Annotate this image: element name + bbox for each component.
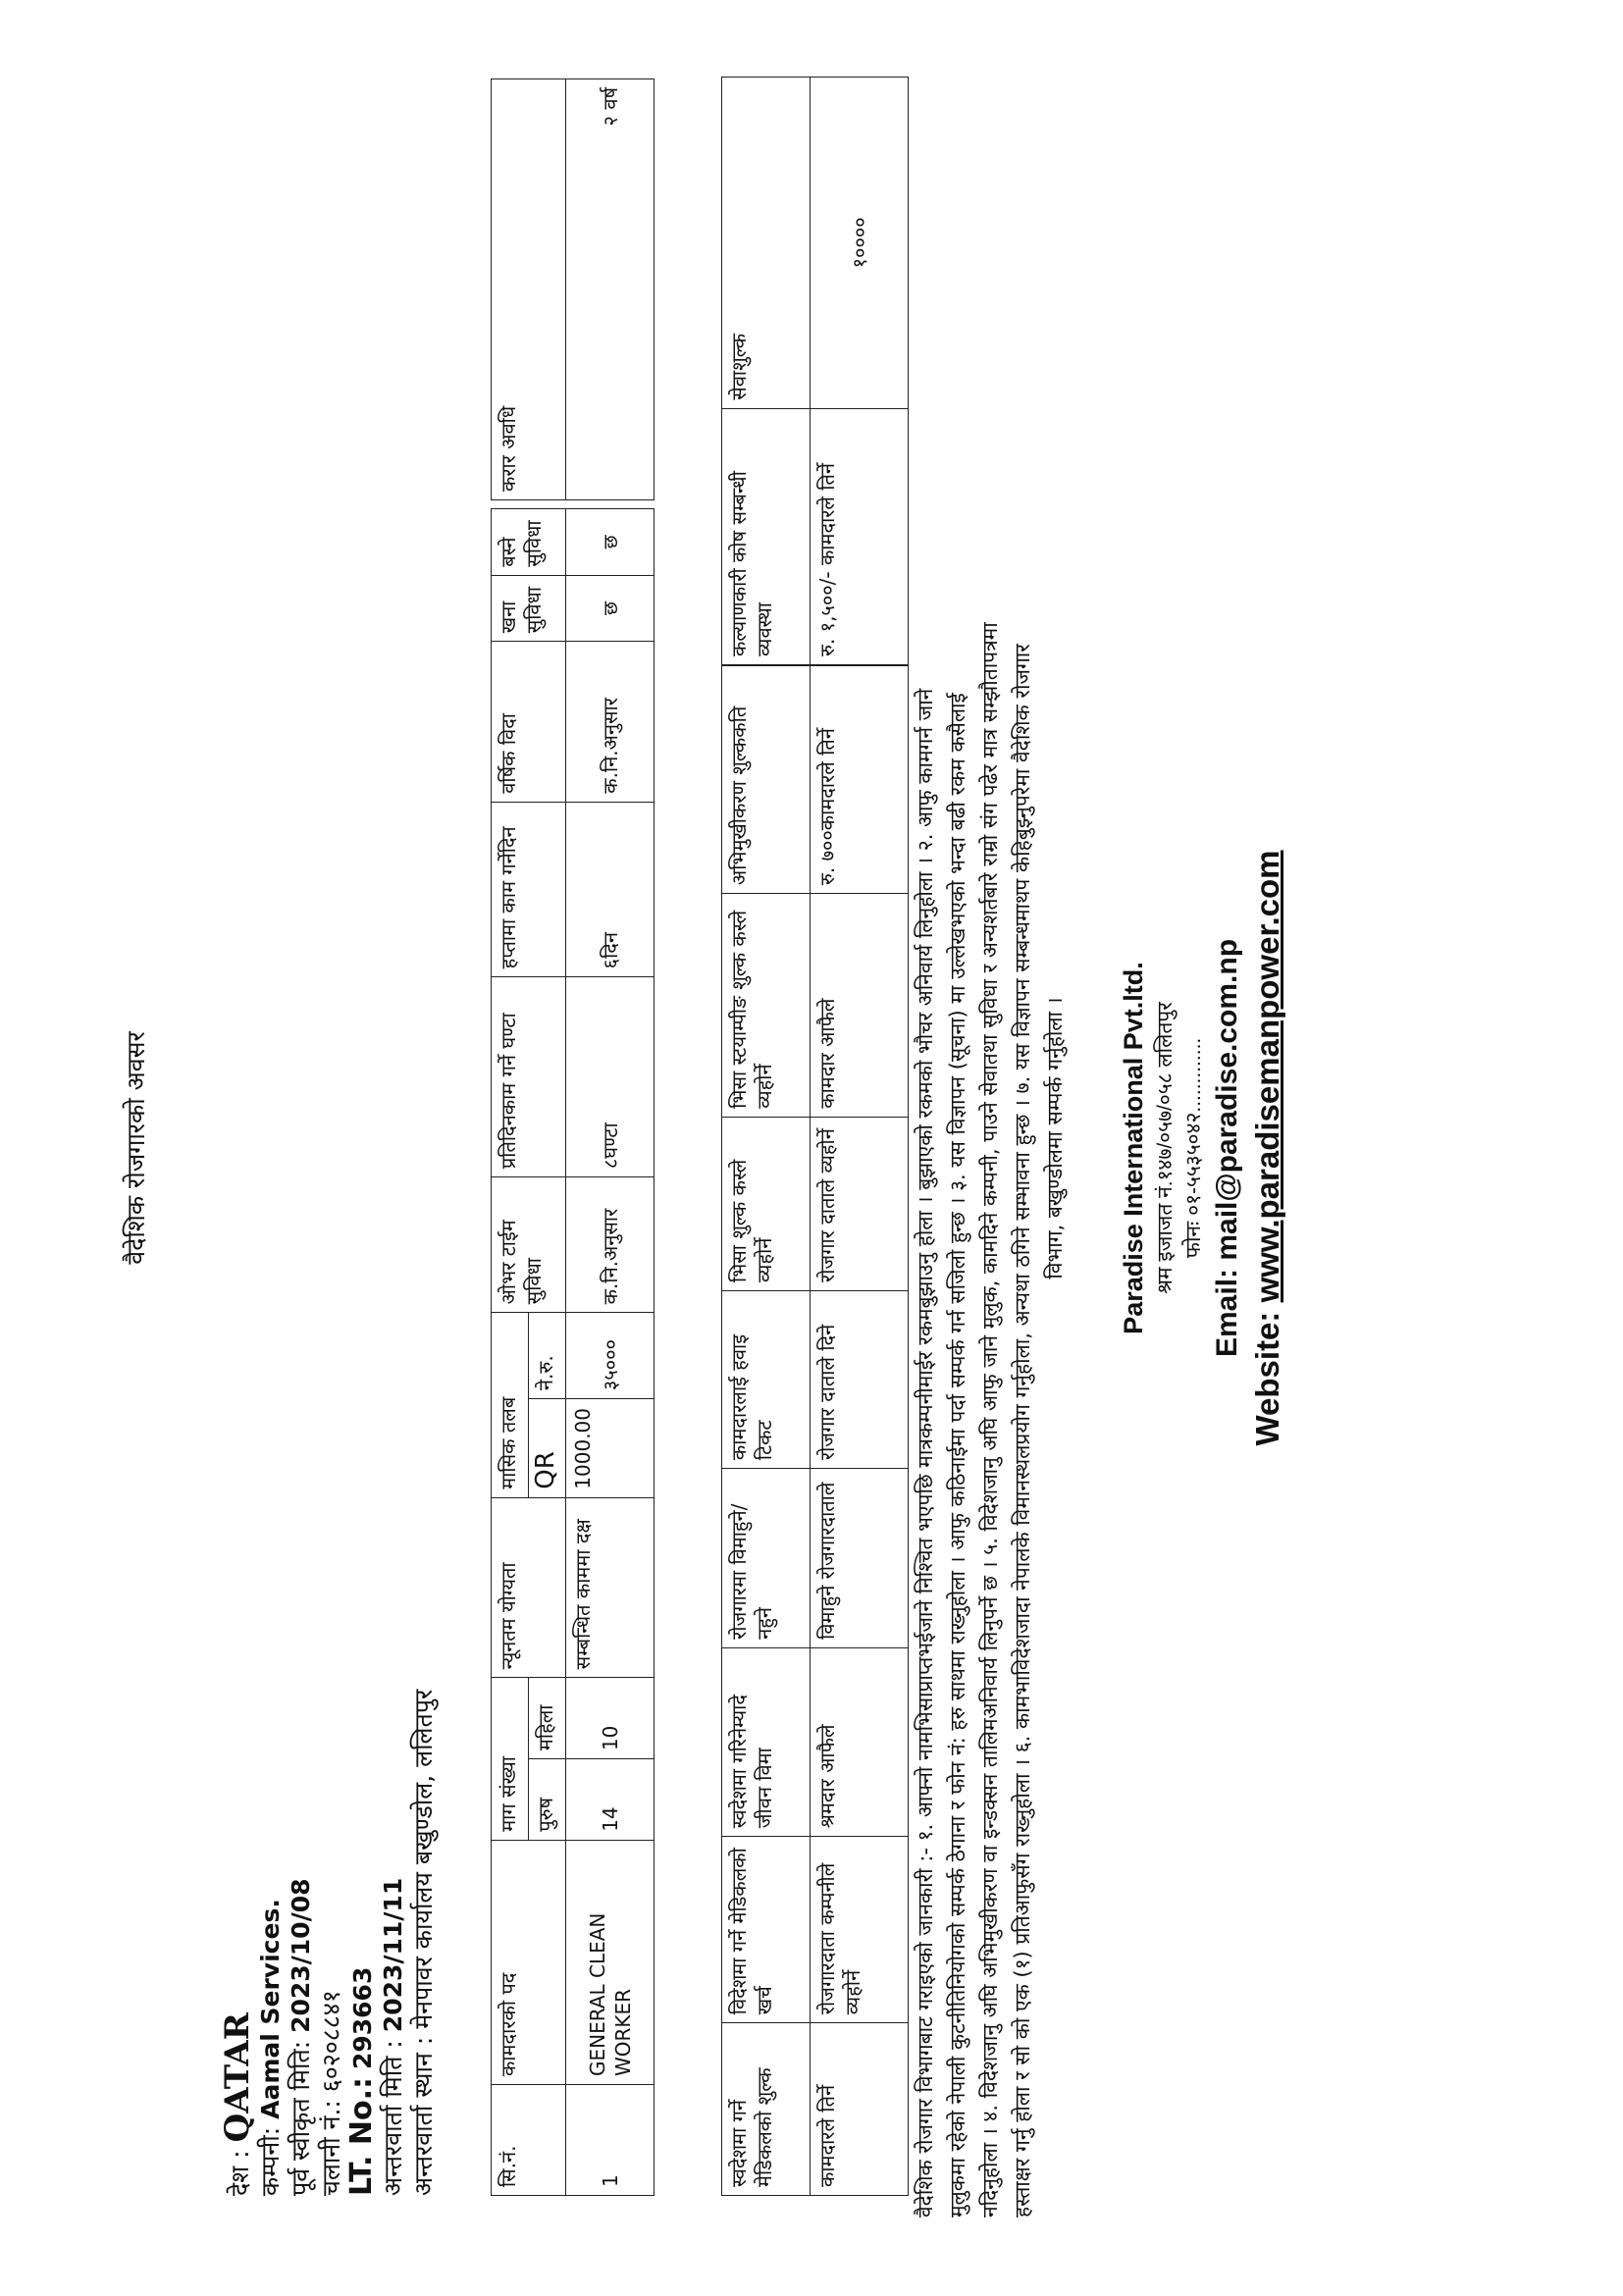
header-weekly-days: हप्तामा काम गर्नेदिन <box>492 802 566 977</box>
cell-position: GENERAL CLEAN WORKER <box>566 1840 654 2084</box>
company-row <box>255 1690 286 2196</box>
header-position: कामदारको पद <box>492 1840 566 2084</box>
company-label: कम्पनी: <box>256 2126 285 2196</box>
company-value: Aamal Services. <box>256 1899 285 2119</box>
approval-row <box>286 1690 316 2196</box>
header-sn: सि.नं. <box>492 2085 566 2196</box>
cell-orientation: रु. ७००कामदारले तिर्ने <box>811 666 909 894</box>
agency-license: श्रम इजाजत नं.१४७/०५७/०५८ ललितपुर <box>1154 1002 1177 1294</box>
website-label: Website: <box>1249 1302 1285 1446</box>
agency-email: Email: mail@paradise.com.np <box>1211 938 1243 1358</box>
cell-visa-stamping: कामदार आफैले <box>811 894 909 1118</box>
chalani-label: चलानी नं.: <box>317 2100 345 2196</box>
interview-date-row <box>378 1690 408 2196</box>
interview-place-label: अन्तरवार्ता स्थान : <box>409 2036 438 2196</box>
agency-website <box>1247 39 1288 2257</box>
cost-table <box>721 665 909 2196</box>
header-female: महिला <box>529 1678 566 1759</box>
header-food: खना सुविधा <box>492 575 566 642</box>
chalani-row <box>316 1690 346 2196</box>
header-contract: करार अवधि <box>492 79 566 500</box>
header-annual-leave: वर्षिक विदा <box>492 642 566 802</box>
cell-annual-leave: क.नि.अनुसार <box>566 642 654 802</box>
header-foreign-medical: विदेशमा गर्ने मेडिकलको खर्च <box>722 1837 811 2023</box>
header-domestic-medical: स्वदेशमा गर्ने मेडिकलको शुल्क <box>722 2023 811 2196</box>
lt-label: LT. No.: <box>344 2076 379 2196</box>
welfare-table <box>721 77 909 665</box>
country-value: QATAR <box>218 2012 257 2143</box>
country-label: देश : <box>226 2150 254 2196</box>
cell-contract: २ वर्ष <box>566 79 654 500</box>
header-service: सेवाशुल्क <box>722 78 811 409</box>
lt-number-row <box>346 1690 378 2196</box>
cell-domestic-medical: कामदारले तिर्ने <box>811 2023 909 2196</box>
page-heading: वैदेशिक रोजगारको अवसर <box>122 1031 150 1265</box>
cell-daily-hours: ८घण्टा <box>566 977 654 1177</box>
country-row <box>218 1690 257 2196</box>
cost-row <box>811 666 909 2196</box>
header-salary: मासिक तलब <box>492 1313 529 1497</box>
approval-date: 2023/10/08 <box>287 1878 315 2033</box>
notice-line: विभाग, बखुण्डोलमा सम्पर्क गर्नुहोला । <box>1043 997 1067 1279</box>
header-visa-fee: भिसा शुल्क कस्ले व्यहोर्ने <box>722 1117 811 1290</box>
cell-marriage: विमाहुने रोजगारदाताले <box>811 1469 909 1648</box>
rotated-document-page <box>76 39 1547 2257</box>
header-welfare: कल्याणकारी कोष सम्बन्धी व्यवस्था <box>722 408 811 664</box>
interview-date: 2023/11/11 <box>379 1877 407 2033</box>
cell-visa-fee: रोजगार दाताले व्यहोर्ने <box>811 1117 909 1290</box>
job-meta-block <box>218 1689 439 2196</box>
interview-date-label: अन्तरवार्ता मिति : <box>379 2040 407 2196</box>
cell-foreign-medical: रोजगारदाता कम्पनीले व्यहोर्ने <box>811 1837 909 2023</box>
notice-line: वैदेशिक रोजगार विभागबाट गराइएको जानकारी :- १. आफ्नो नामभिसाप्राप्तभईजाने निश्चित भएपछि मात्रकम्पनीमाईर रकमबुझाउनु होला । बुझाएको रकमको भौचर अनिवार्य लिनुहोला । २. आफु कामगर्न जाने <box>914 688 937 2218</box>
cell-qualification: सम्बन्धित काममा दक्ष <box>566 1497 654 1678</box>
website-link[interactable]: www.paradisemanpower.com <box>1249 850 1285 1303</box>
header-npr: ने.रु. <box>529 1313 566 1399</box>
agency-name: Paradise International Pvt.ltd. <box>1119 962 1148 1334</box>
header-marriage: रोजगारमा विमाहुने/नहुने <box>722 1469 811 1648</box>
notice-line: नदिनुहोला । ४. विदेशजानु अघि अभिमुखीकरण वा इन्डक्सन तालिमअनिवार्य लिनुपर्ने छ । ५. विदेशजानु अघि आफु जाने मुलुक, कामदिने कम्पनी, पाउने सेवातथा सुविधा र अन्यशर्तबारे राम्रो संग पढेर मात्र सम्झौतापत्रमा <box>978 622 1002 2218</box>
agency-footer <box>1116 39 1288 2257</box>
header-insurance: स्वदेशमा गरिनेम्यादे जीवन विमा <box>722 1647 811 1836</box>
cell-insurance: श्रमदार आफैले <box>811 1647 909 1836</box>
department-notice <box>910 59 1072 2218</box>
cell-weekly-days: ६दिन <box>566 802 654 977</box>
contract-table <box>491 78 654 500</box>
cell-welfare: रु. १,५००/- कामदारले तिर्ने <box>811 408 909 664</box>
cell-sn: 1 <box>566 2085 654 2196</box>
cell-overtime: क.नि.अनुसार <box>566 1177 654 1313</box>
header-overtime: ओभर टाईम सुविधा <box>492 1177 566 1313</box>
notice-line: मुलुकमा रहेको नेपाली कुटनीतिनियोगको सम्पर्क ठेगाना र फोन नं: हरु साथमा राख्नुहोला । आफु कठिनाईमा पर्दा सम्पर्क गर्न सजिलो हुन्छ । ३. यस विज्ञापन (सूचना) मा उल्लेखभएको भन्दा बढी रकम कसैलाई <box>946 693 969 2218</box>
cell-male: 14 <box>566 1759 654 1841</box>
header-orientation: अभिमुखीकरण शुल्ककति <box>722 666 811 894</box>
cell-qr: 1000.00 <box>566 1399 654 1498</box>
agency-phone: फोनः ०१-५५३५०४२............. <box>1182 1037 1205 1259</box>
header-qr: QR <box>529 1399 566 1498</box>
interview-place-row <box>408 1690 439 2196</box>
cell-air-ticket: रोजगार दाताले दिने <box>811 1290 909 1468</box>
header-daily-hours: प्रतिदिनकाम गर्ने घण्टा <box>492 977 566 1177</box>
header-accommodation: बस्ने सुविधा <box>492 509 566 576</box>
cell-npr: ३५००० <box>566 1313 654 1399</box>
cell-food: छ <box>566 575 654 642</box>
job-row <box>566 509 654 2196</box>
cell-female: 10 <box>566 1678 654 1759</box>
interview-place: मेनपावर कार्यालय बखुण्डोल, ललितपुर <box>409 1689 438 2029</box>
chalani-number: ६०२०८८४१ <box>317 1990 345 2093</box>
lt-number: 293663 <box>348 1966 377 2070</box>
cell-service: १०००० <box>811 78 909 409</box>
approval-label: पूर्व स्वीकृत मिति: <box>287 2040 315 2196</box>
header-qualification: न्यूनतम योग्यता <box>492 1497 566 1678</box>
notice-line: हस्ताक्षर गर्नु होला र सो को एक (१) प्रतिआफुसँग राख्नुहोला । ६. कामभाविदेशजादा नेपालके विमानस्थलप्रयोग गर्नुहोला, अन्यथा ठगिने सम्भावना हुन्छ । ७. यस विज्ञापन सम्बन्धमाथप केहिबुझ्नुपरेमा वैदेशिक रोजगार <box>1011 644 1034 2218</box>
header-air-ticket: कामदारलाई हवाइ टिकट <box>722 1290 811 1468</box>
header-visa-stamping: भिसा स्टयाम्पीङ शुल्क कस्ले व्यहोर्ने <box>722 894 811 1118</box>
header-male: पुरुष <box>529 1759 566 1841</box>
header-demand: माग संख्या <box>492 1678 529 1840</box>
cell-accommodation: छ <box>566 509 654 576</box>
job-details-table <box>491 508 654 2196</box>
